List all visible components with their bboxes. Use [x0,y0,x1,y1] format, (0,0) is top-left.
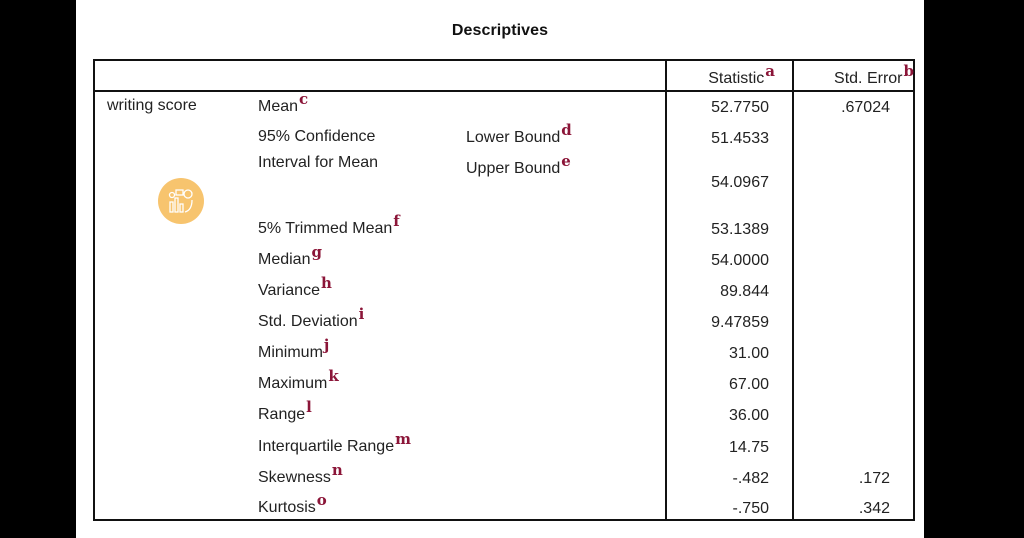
row-statistic: 31.00 [728,345,769,362]
row-statistic: 53.1389 [711,221,769,238]
row-label: Lower Bound$^d$ [466,121,572,146]
footnote-marker: a [765,62,775,80]
row-label: Kurtosis$^o$ [258,491,327,516]
row-label: 5% Trimmed Mean$^f$ [258,212,400,237]
row-statistic: 89.844 [720,283,769,300]
row-statistic: 67.00 [728,376,769,393]
header-std-error: Std. Error$^b$ [834,62,914,87]
ci-label-line1: 95% Confidence [258,128,376,145]
row-std-error: .67024 [841,99,890,116]
row-label: Median$^g$ [258,243,322,268]
row-label: Range$^l$ [258,398,312,423]
row-label: Mean$^c$ [258,90,309,115]
row-label: Variance$^h$ [258,274,332,299]
row-label: Maximum$^k$ [258,367,339,392]
row-label: Minimum$^j$ [258,336,330,361]
row-statistic: -.482 [732,470,769,487]
stderror-column-divider [792,61,794,519]
row-label: Std. Deviation$^i$ [258,305,365,330]
row-std-error: .172 [858,470,890,487]
output-canvas [76,0,924,538]
variable-label: writing score [107,97,197,114]
row-statistic: 36.00 [728,407,769,424]
row-statistic: 9.47859 [711,314,769,331]
row-label: Interquartile Range$^m$ [258,430,411,455]
descriptives-table [93,59,915,521]
row-statistic: 52.7750 [711,99,769,116]
table-title: Descriptives [451,22,549,39]
header-statistic: Statistic$^a$ [708,62,775,87]
row-statistic: 54.0967 [711,174,769,191]
header-divider [95,90,913,92]
row-label: Upper Bound$^e$ [466,152,571,177]
ci-label-line2: Interval for Mean [258,154,379,171]
footnote-marker: b [903,62,914,80]
row-std-error: .342 [858,500,890,517]
row-statistic: 14.75 [728,439,769,456]
row-statistic: 54.0000 [711,252,769,269]
row-statistic: -.750 [732,500,769,517]
row-statistic: 51.4533 [711,130,769,147]
row-label: Skewness$^n$ [258,461,343,486]
